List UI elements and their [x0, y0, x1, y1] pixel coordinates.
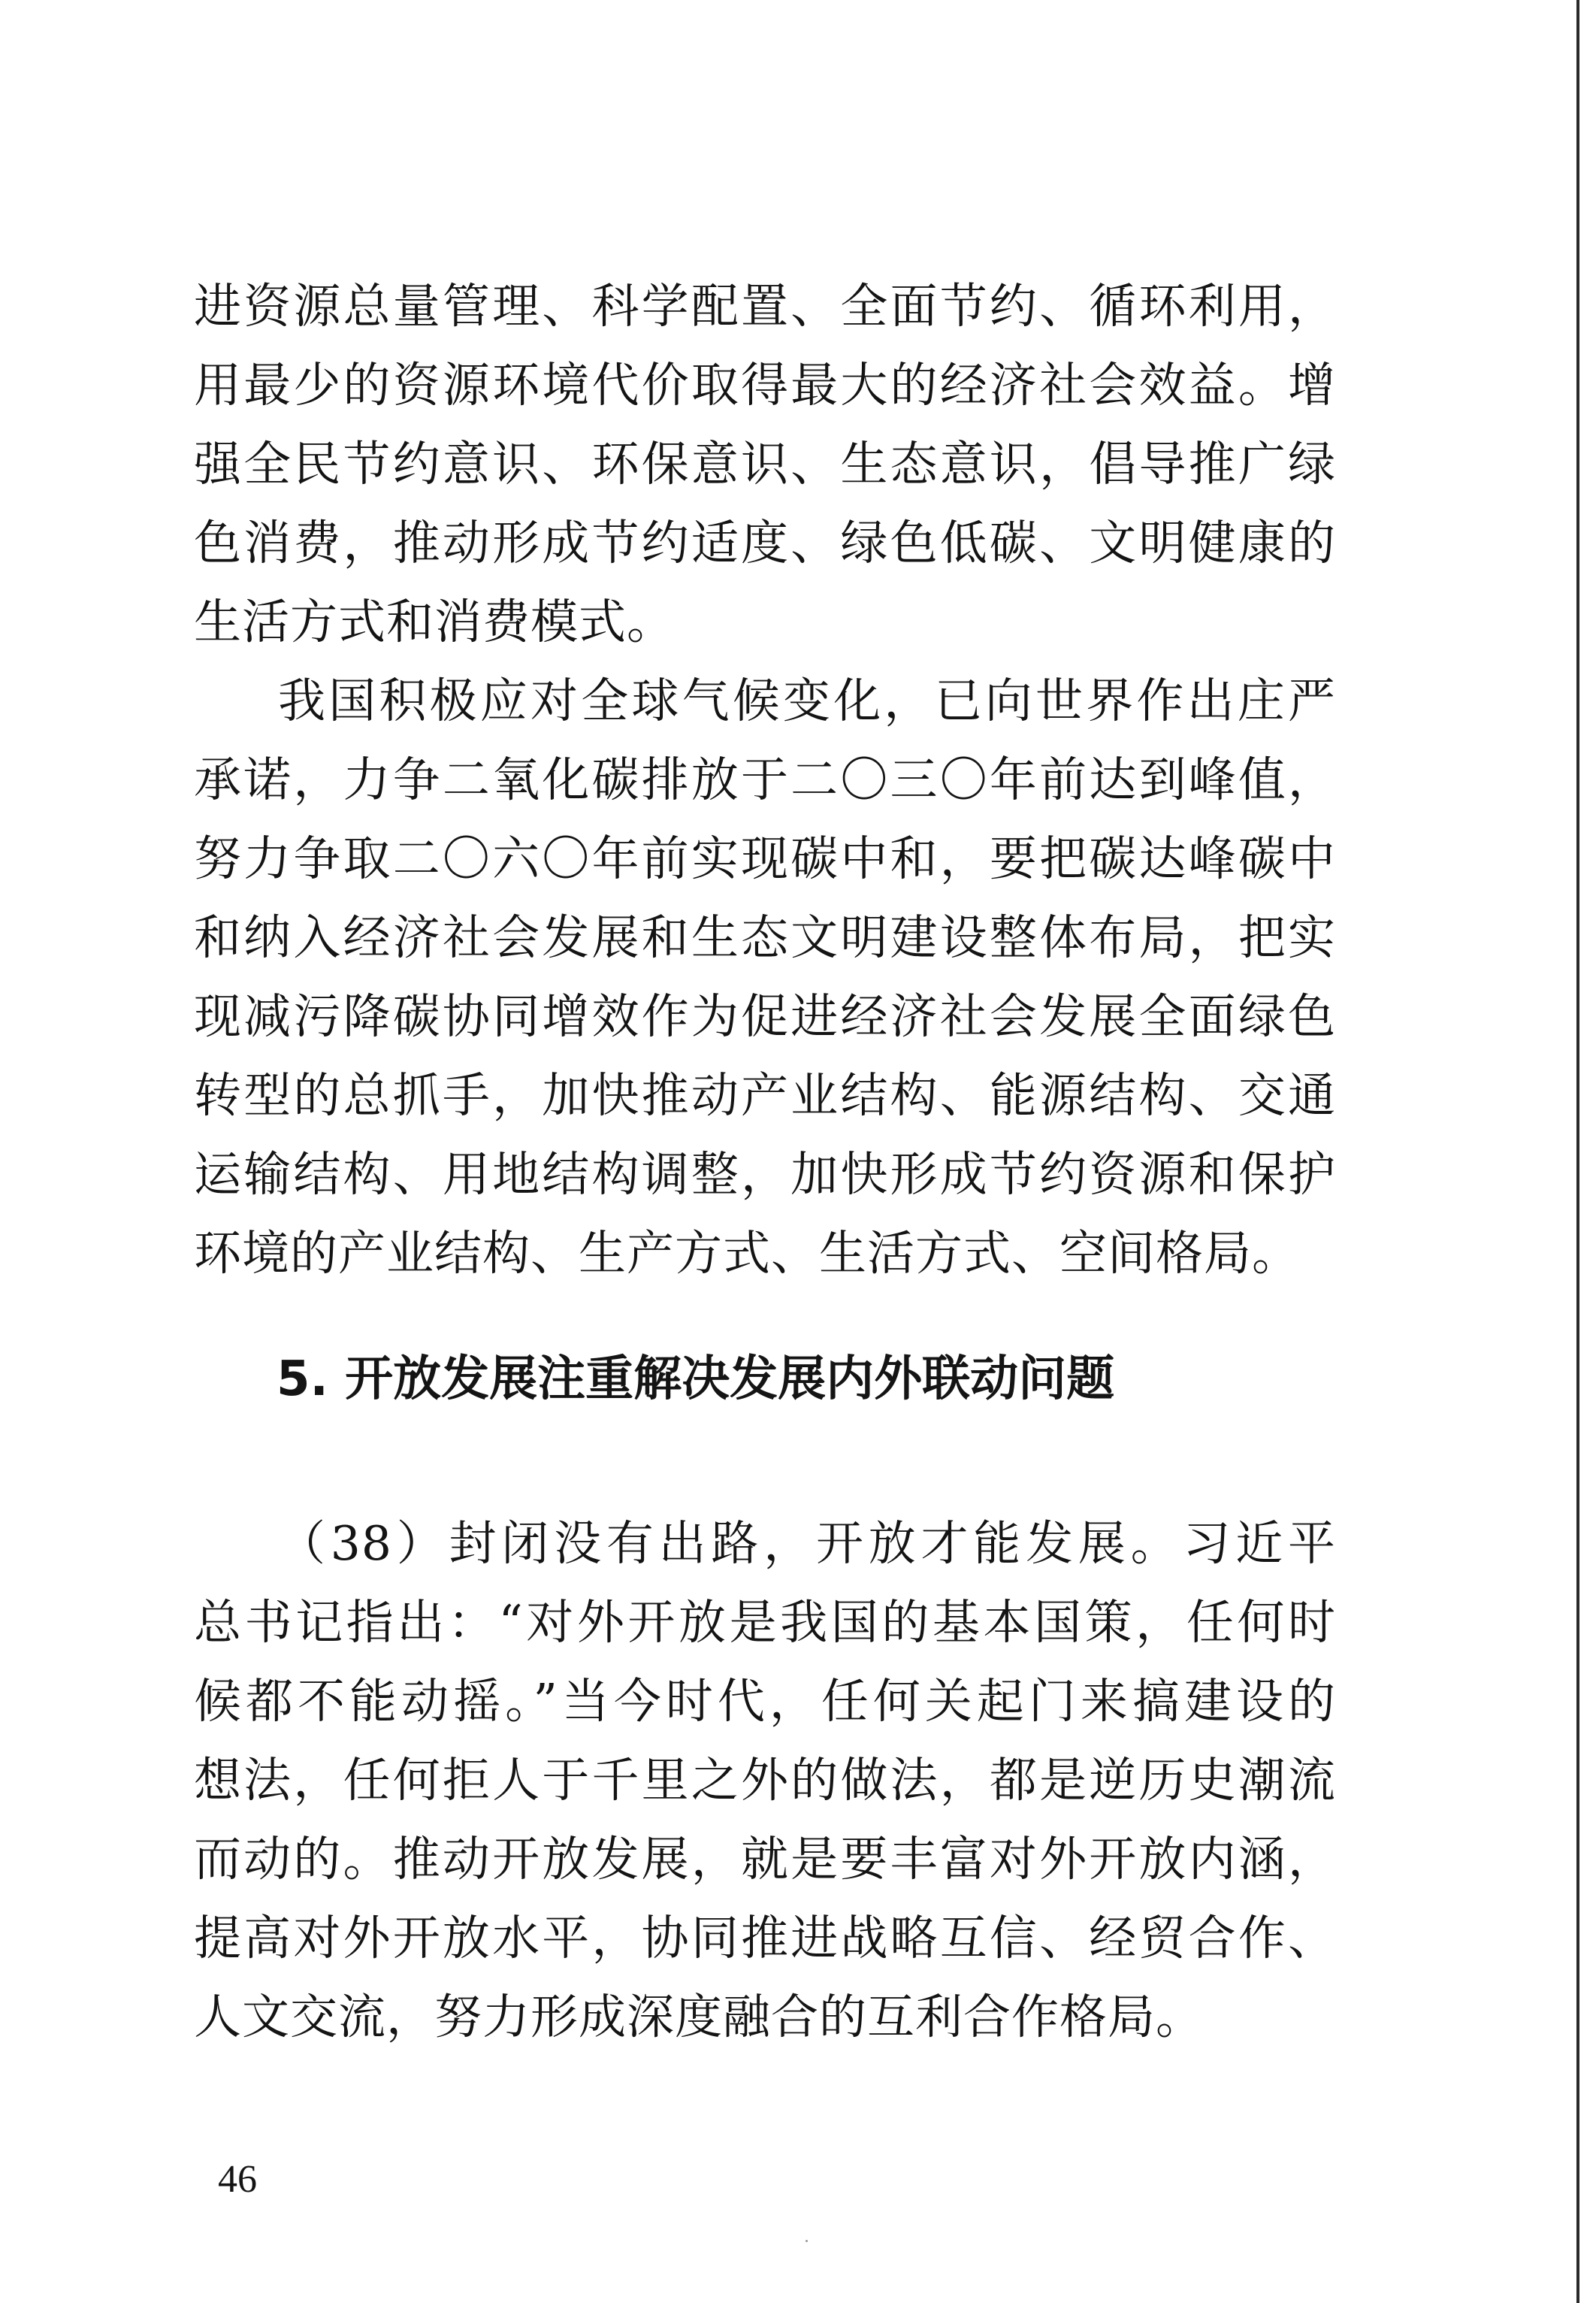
page-edge-shadow	[1576, 0, 1579, 2303]
text-line: 人文交流，努力形成深度融合的互利合作格局。	[194, 1990, 1204, 2044]
text-line: 候都不能动摇。”当今时代，任何关起门来搞建设的	[194, 1674, 1336, 1729]
text-line: （38）封闭没有出路，开放才能发展。习近平	[278, 1516, 1336, 1571]
text-line: 提高对外开放水平，协同推进战略互信、经贸合作、	[194, 1911, 1336, 1966]
text-line: 努力争取二〇六〇年前实现碳中和，要把碳达峰碳中	[194, 831, 1336, 886]
text-line: 生活方式和消费模式。	[194, 595, 675, 649]
section-heading: 5. 开放发展注重解决发展内外联动问题	[277, 1351, 1115, 1407]
text-line: 环境的产业结构、生产方式、生活方式、空间格局。	[194, 1226, 1300, 1281]
text-line: 色消费，推动形成节约适度、绿色低碳、文明健康的	[194, 516, 1336, 570]
text-line: 运输结构、用地结构调整，加快形成节约资源和保护	[194, 1147, 1336, 1202]
text-line: 现减污降碳协同增效作为促进经济社会发展全面绿色	[194, 989, 1336, 1044]
text-line: 而动的。推动开放发展，就是要丰富对外开放内涵，	[194, 1832, 1336, 1887]
text-line: 转型的总抓手，加快推动产业结构、能源结构、交通	[194, 1068, 1336, 1123]
text-line: 进资源总量管理、科学配置、全面节约、循环利用，	[194, 279, 1336, 334]
text-line: 强全民节约意识、环保意识、生态意识，倡导推广绿	[194, 437, 1336, 492]
text-line: 我国积极应对全球气候变化，已向世界作出庄严	[278, 673, 1336, 728]
page-number: 46	[218, 2158, 257, 2201]
text-line: 总书记指出：“对外开放是我国的基本国策，任何时	[194, 1595, 1336, 1650]
text-line: 和纳入经济社会发展和生态文明建设整体布局，把实	[194, 910, 1336, 965]
text-line: 承诺，力争二氧化碳排放于二〇三〇年前达到峰值，	[194, 752, 1336, 807]
scan-speck	[806, 2240, 808, 2242]
text-line: 想法，任何拒人于千里之外的做法，都是逆历史潮流	[194, 1753, 1336, 1808]
text-line: 用最少的资源环境代价取得最大的经济社会效益。增	[194, 358, 1336, 413]
